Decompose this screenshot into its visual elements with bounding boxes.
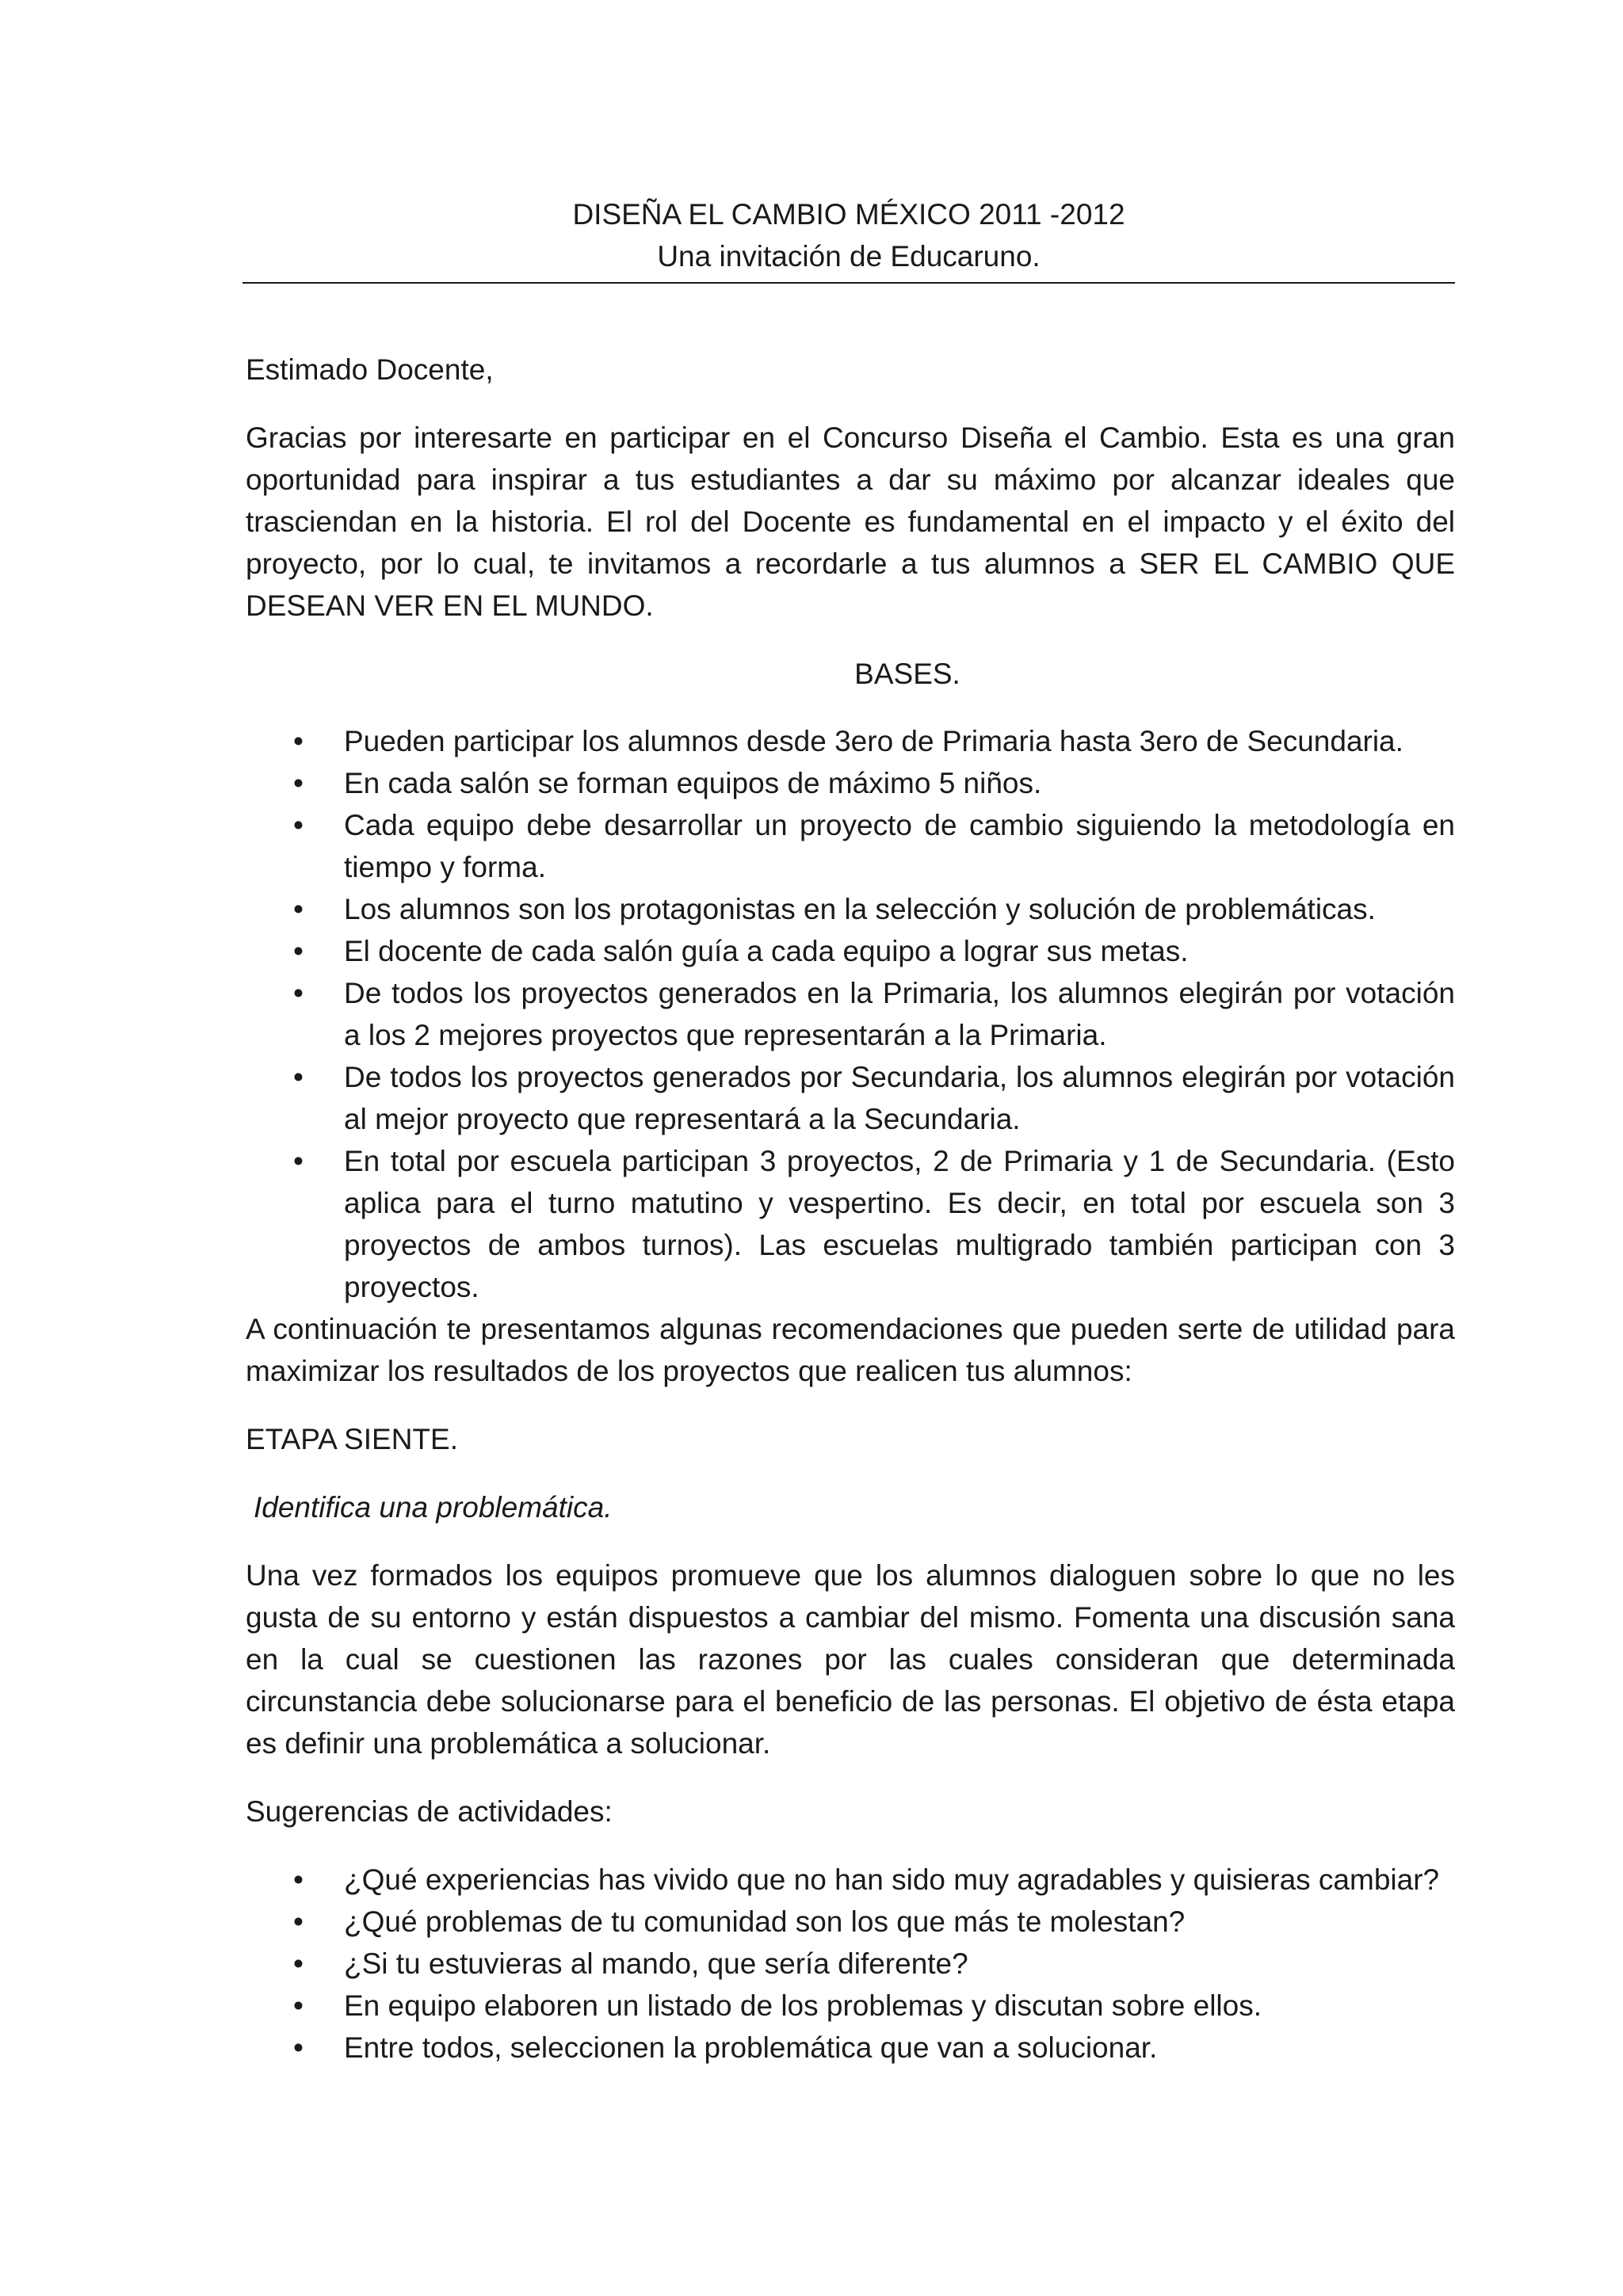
document-title: DISEÑA EL CAMBIO MÉXICO 2011 -2012 bbox=[572, 198, 1125, 231]
list-item bbox=[246, 2027, 1455, 2069]
list-item bbox=[246, 1985, 1455, 2027]
bases-item-text: De todos los proyectos generados en la Primaria, los alumnos elegirán por votación a los 2 mejores proyectos que representarán a la Primaria. bbox=[344, 977, 1455, 1051]
bases-item-text: De todos los proyectos generados por Secundaria, los alumnos elegirán por votación al mejor proyecto que representará a la Secundaria. bbox=[344, 1061, 1455, 1135]
bullet-icon: • bbox=[293, 1947, 304, 1980]
list-item bbox=[246, 762, 1455, 804]
bullet-icon: • bbox=[293, 977, 304, 1009]
bases-item-text: El docente de cada salón guía a cada equipo a lograr sus metas. bbox=[344, 935, 1189, 967]
suggestion-item-text: En equipo elaboren un listado de los problemas y discutan sobre ellos. bbox=[344, 1989, 1262, 2022]
bullet-icon: • bbox=[293, 1061, 304, 1093]
list-item bbox=[246, 1943, 1455, 1985]
suggestion-item-text: ¿Qué problemas de tu comunidad son los que más te molestan? bbox=[344, 1905, 1186, 1938]
list-item bbox=[246, 972, 1455, 1056]
bullet-icon: • bbox=[293, 725, 304, 757]
recommendations-intro: A continuación te presentamos algunas recomendaciones que pueden serte de utilidad para maximizar los resultados de los proyectos que realicen tus alumnos: bbox=[246, 1313, 1455, 1387]
bases-item-text: Los alumnos son los protagonistas en la selección y solución de problemáticas. bbox=[344, 893, 1376, 925]
list-item bbox=[246, 804, 1455, 888]
suggestions-list bbox=[246, 1859, 1455, 2069]
bases-item-text: Cada equipo debe desarrollar un proyecto de cambio siguiendo la metodología en tiempo y forma. bbox=[344, 809, 1455, 883]
bases-item-text: En cada salón se forman equipos de máximo 5 niños. bbox=[344, 767, 1042, 799]
stage-body: Una vez formados los equipos promueve que los alumnos dialoguen sobre lo que no les gusta de su entorno y están dispuestos a cambiar del mismo. Fomenta una discusión sana en la cual se cuestionen las razones por las cuales consideran que determinada circunstancia debe solucionarse para el beneficio de las personas. El objetivo de ésta etapa es definir una problemática a solucionar. bbox=[246, 1559, 1455, 1760]
bullet-icon: • bbox=[293, 2031, 304, 2064]
header-divider bbox=[242, 282, 1455, 284]
bullet-icon: • bbox=[293, 1989, 304, 2022]
bases-item-text: Pueden participar los alumnos desde 3ero de Primaria hasta 3ero de Secundaria. bbox=[344, 725, 1403, 757]
suggestion-item-text: Entre todos, seleccionen la problemática que van a solucionar. bbox=[344, 2031, 1158, 2064]
bases-heading: BASES. bbox=[854, 658, 960, 690]
list-item bbox=[246, 1140, 1455, 1308]
bullet-icon: • bbox=[293, 1863, 304, 1896]
suggestions-heading: Sugerencias de actividades: bbox=[246, 1795, 613, 1828]
bullet-icon: • bbox=[293, 1145, 304, 1177]
document-header bbox=[242, 193, 1455, 277]
list-item bbox=[246, 720, 1455, 762]
stage-subtitle: Identifica una problemática. bbox=[254, 1491, 613, 1524]
list-item bbox=[246, 888, 1455, 930]
stage-title: ETAPA SIENTE. bbox=[246, 1423, 458, 1455]
bullet-icon: • bbox=[293, 809, 304, 841]
suggestion-item-text: ¿Si tu estuvieras al mando, que sería diferente? bbox=[344, 1947, 968, 1980]
suggestion-item-text: ¿Qué experiencias has vivido que no han sido muy agradables y quisieras cambiar? bbox=[344, 1863, 1440, 1896]
salutation: Estimado Docente, bbox=[246, 353, 494, 386]
list-item bbox=[246, 1859, 1455, 1901]
intro-paragraph: Gracias por interesarte en participar en el Concurso Diseña el Cambio. Esta es una gran oportunidad para inspirar a tus estudiantes a dar su máximo por alcanzar ideales que trasciendan en la historia. El rol del Docente es fundamental en el impacto y el éxito del proyecto, por lo cual, te invitamos a recordarle a tus alumnos a SER EL CAMBIO QUE DESEAN VER EN EL MUNDO. bbox=[246, 421, 1455, 622]
document-body bbox=[246, 349, 1455, 2069]
list-item bbox=[246, 1901, 1455, 1943]
list-item bbox=[246, 1056, 1455, 1140]
bullet-icon: • bbox=[293, 767, 304, 799]
bullet-icon: • bbox=[293, 893, 304, 925]
document-subtitle: Una invitación de Educaruno. bbox=[657, 240, 1041, 273]
bullet-icon: • bbox=[293, 935, 304, 967]
list-item bbox=[246, 930, 1455, 972]
bases-item-text: En total por escuela participan 3 proyectos, 2 de Primaria y 1 de Secundaria. (Esto aplica para el turno matutino y vespertino. Es decir, en total por escuela son 3 proyectos de ambos turnos). Las escuelas multigrado también participan con 3 proyectos. bbox=[344, 1145, 1455, 1303]
bases-list bbox=[246, 720, 1455, 1308]
bullet-icon: • bbox=[293, 1905, 304, 1938]
